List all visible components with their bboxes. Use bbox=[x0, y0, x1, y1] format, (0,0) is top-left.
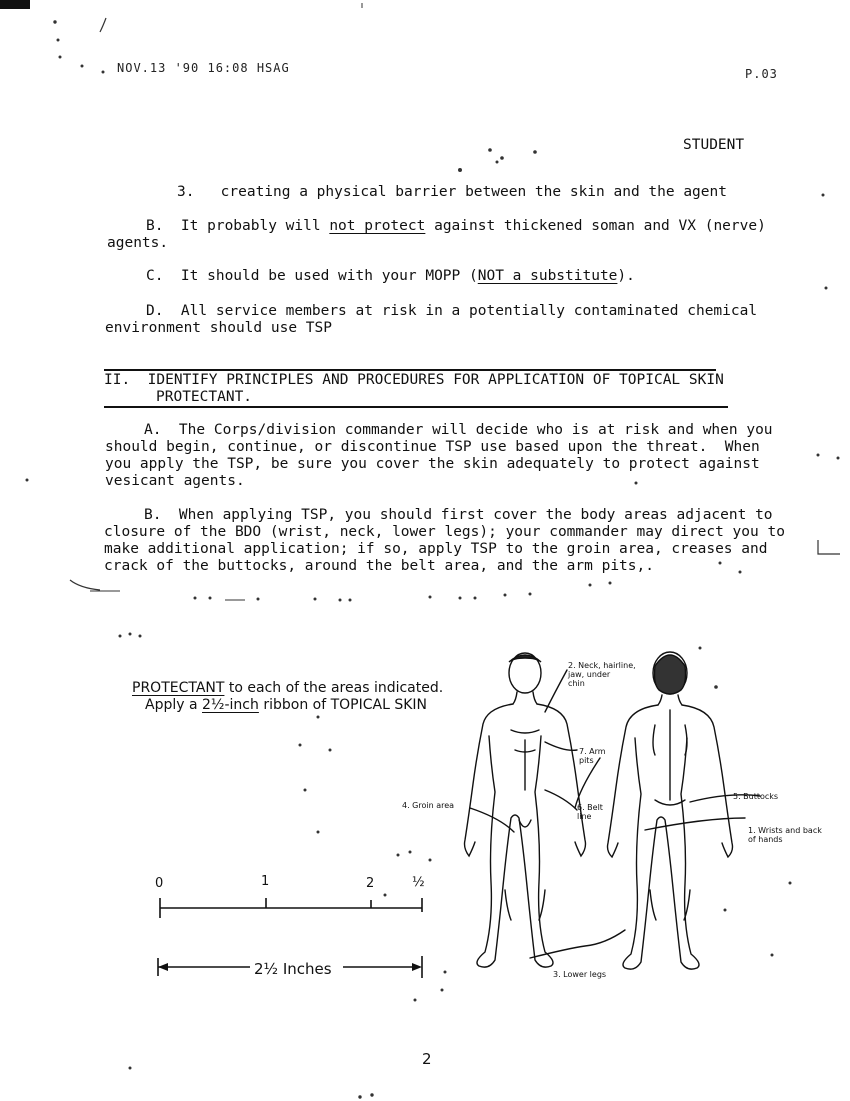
body-diagram bbox=[445, 640, 805, 1010]
heading-rule-bottom bbox=[104, 406, 728, 408]
fax-header: NOV.13 '90 16:08 HSAG bbox=[117, 61, 290, 75]
figure-instruction-line2: PROTECTANT to each of the areas indicated. bbox=[132, 680, 444, 696]
paragraph-a-line4: vesicant agents. bbox=[105, 473, 245, 489]
label-groin: 4. Groin area bbox=[402, 801, 455, 810]
paragraph-a-line3: you apply the TSP, be sure you cover the skin adequately to protect against bbox=[105, 456, 760, 472]
label-neck: 2. Neck, hairline, jaw, under chin bbox=[568, 661, 636, 688]
paragraph-b-line3: make additional application; if so, apply TSP to the groin area, creases and bbox=[104, 541, 768, 557]
figure-instruction-line1: Apply a 2½-inch ribbon of TOPICAL SKIN bbox=[145, 697, 428, 713]
paragraph-b-line2: closure of the BDO (wrist, neck, lower legs); your commander may direct you to bbox=[104, 524, 785, 540]
ruler-tick-half: ½ bbox=[412, 875, 425, 890]
paragraph-a-line1: A. The Corps/division commander will decide who is at risk and when you bbox=[144, 422, 773, 438]
ruler-tick-2: 2 bbox=[366, 876, 375, 891]
item-d-line2: environment should use TSP bbox=[105, 320, 332, 336]
section-ii-heading: II. IDENTIFY PRINCIPLES AND PROCEDURES FOR APPLICATION OF TOPICAL SKIN bbox=[104, 372, 724, 388]
page-reference: P.03 bbox=[745, 67, 778, 81]
figure-instruction bbox=[145, 663, 427, 731]
ruler-caption: 2½ Inches bbox=[254, 960, 332, 978]
heading-rule-top bbox=[104, 369, 716, 371]
item-b-line2: agents. bbox=[107, 235, 169, 251]
paragraph-a-line2: should begin, continue, or discontinue TSP use based upon the threat. When bbox=[105, 439, 760, 455]
paragraph-b-line4: crack of the buttocks, around the belt area, and the arm pits,. bbox=[104, 558, 654, 574]
label-wrists: 1. Wrists and back of hands bbox=[748, 826, 822, 844]
item-3: 3. creating a physical barrier between the skin and the agent bbox=[177, 184, 727, 200]
audience-label: STUDENT bbox=[683, 137, 745, 153]
label-buttocks: 5. Buttocks bbox=[733, 792, 779, 801]
edge-mark bbox=[0, 0, 30, 9]
label-armpits: 7. Arm pits bbox=[579, 747, 606, 765]
section-ii-heading-line2: PROTECTANT. bbox=[156, 389, 253, 405]
ruler-tick-0: 0 bbox=[155, 876, 164, 891]
page-number: 2 bbox=[422, 1050, 432, 1068]
item-b: B. It probably will not protect against thickened soman and VX (nerve) bbox=[146, 218, 766, 234]
paragraph-b-line1: B. When applying TSP, you should first cover the body areas adjacent to bbox=[144, 507, 773, 523]
item-c: C. It should be used with your MOPP (NOT a substitute). bbox=[146, 268, 635, 284]
label-belt: 6. Belt line bbox=[577, 803, 603, 821]
ruler-tick-1: 1 bbox=[261, 874, 270, 889]
label-lower-legs: 3. Lower legs bbox=[553, 970, 607, 979]
item-d: D. All service members at risk in a potentially contaminated chemical bbox=[146, 303, 758, 319]
